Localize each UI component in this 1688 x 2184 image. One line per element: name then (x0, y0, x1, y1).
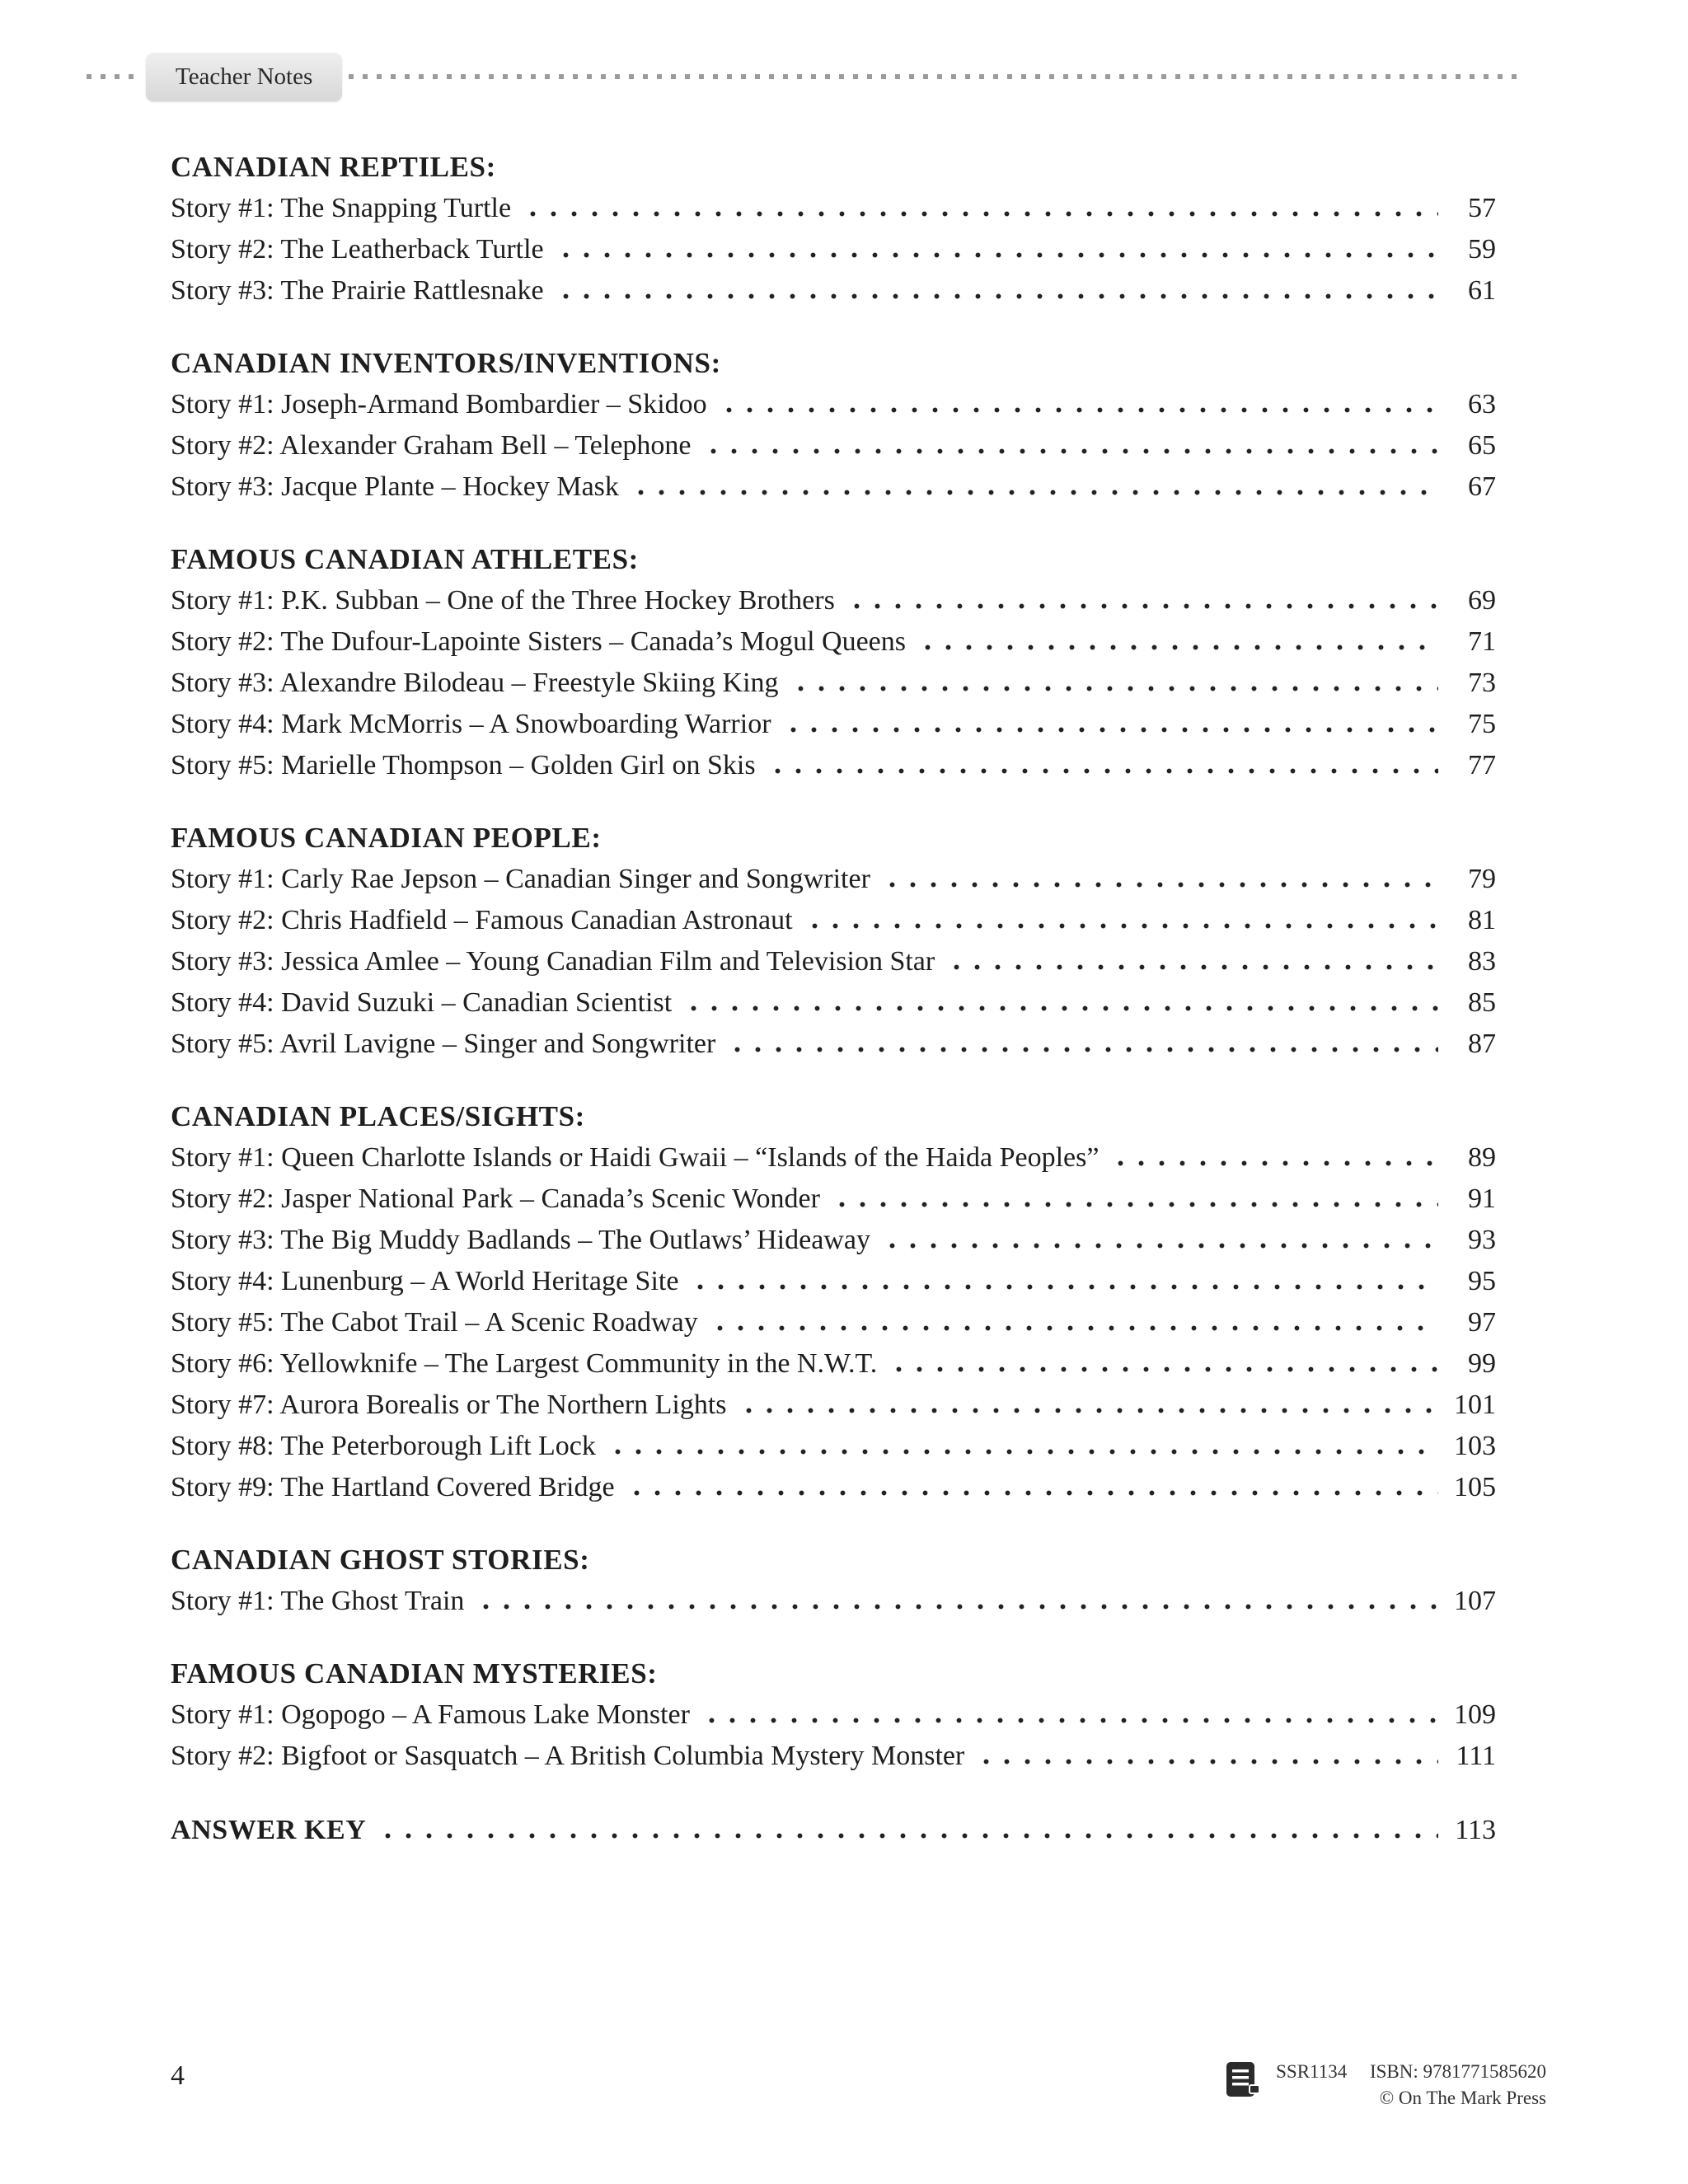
entry-page: 75 (1468, 709, 1496, 739)
dot-leader (917, 644, 1438, 650)
entry-label: Story #7: Aurora Borealis or The Northern Lights (171, 1390, 727, 1420)
entry-page: 95 (1468, 1266, 1496, 1296)
toc-sections (171, 147, 1496, 1777)
entry-page: 103 (1454, 1431, 1496, 1461)
entry-page: 65 (1468, 430, 1496, 461)
toc-section (171, 539, 1496, 786)
entry-label: Story #6: Yellowknife – The Largest Community in the N.W.T. (171, 1348, 878, 1379)
toc-entry (171, 1385, 1496, 1426)
toc-entry (171, 188, 1496, 229)
teacher-notes-tab (146, 53, 342, 101)
entry-page: 93 (1468, 1225, 1496, 1255)
entry-label: Story #2: Alexander Graham Bell – Telephone (171, 430, 692, 461)
entry-label: Story #4: David Suzuki – Canadian Scientist (171, 987, 673, 1018)
dot-leader (790, 686, 1438, 691)
footer-credits (1225, 2059, 1546, 2111)
entry-label: Story #1: Queen Charlotte Islands or Haidi Gwaii – “Islands of the Haida Peoples” (171, 1142, 1100, 1173)
entry-label: Story #8: The Peterborough Lift Lock (171, 1431, 596, 1461)
toc-entry (171, 1694, 1496, 1736)
dot-leader (556, 252, 1438, 258)
answer-key-label: ANSWER KEY (171, 1815, 367, 1845)
dot-leader (832, 1202, 1438, 1207)
toc-entry (171, 900, 1496, 941)
toc-entry (171, 580, 1496, 621)
entry-label: Story #5: Marielle Thompson – Golden Girl on Skis (171, 750, 756, 780)
toc-entry (171, 1302, 1496, 1343)
entry-page: 105 (1454, 1472, 1496, 1502)
toc-entry (171, 1343, 1496, 1385)
entry-page: 69 (1468, 585, 1496, 616)
entry-page: 109 (1454, 1699, 1496, 1730)
entry-page: 91 (1468, 1183, 1496, 1214)
section-title: FAMOUS CANADIAN ATHLETES: (171, 543, 639, 575)
entry-label: Story #2: Bigfoot or Sasquatch – A British Columbia Mystery Monster (171, 1741, 965, 1771)
dot-leader (882, 882, 1438, 888)
entry-label: Story #1: The Snapping Turtle (171, 193, 512, 223)
entry-label: Story #1: P.K. Subban – One of the Three Hockey Brothers (171, 585, 835, 616)
entry-label: Story #9: The Hartland Covered Bridge (171, 1472, 615, 1502)
dot-leader (783, 727, 1438, 733)
entry-label: Story #1: Joseph-Armand Bombardier – Skidoo (171, 389, 707, 419)
table-of-contents (171, 147, 1496, 1851)
toc-section (171, 1096, 1496, 1508)
isbn: ISBN: 9781771585620 (1369, 2061, 1546, 2082)
entry-label: Story #3: The Big Muddy Badlands – The Outlaws’ Hideaway (171, 1225, 870, 1255)
dot-leader (946, 964, 1438, 970)
toc-entry (171, 1467, 1496, 1508)
dot-leader (882, 1243, 1438, 1249)
section-title: CANADIAN PLACES/SIGHTS: (171, 1100, 585, 1132)
dot-leader (703, 448, 1438, 454)
toc-section (171, 343, 1496, 508)
entry-label: Story #3: The Prairie Rattlesnake (171, 275, 544, 306)
dot-leader (556, 293, 1438, 299)
entry-label: Story #5: Avril Lavigne – Singer and Songwriter (171, 1029, 716, 1059)
dot-leader (727, 1047, 1438, 1052)
dot-leader (804, 923, 1438, 929)
toc-section (171, 818, 1496, 1065)
answer-key-page: 113 (1455, 1815, 1496, 1845)
toc-entry (171, 384, 1496, 425)
tab-label: Teacher Notes (176, 63, 313, 90)
entry-label: Story #3: Alexandre Bilodeau – Freestyle Skiing King (171, 668, 779, 698)
publisher-info (1276, 2059, 1546, 2111)
copyright: © On The Mark Press (1379, 2088, 1546, 2108)
dot-leader (701, 1718, 1438, 1723)
toc-entry (171, 982, 1496, 1024)
entry-label: Story #4: Mark McMorris – A Snowboarding Warrior (171, 709, 771, 739)
dot-leader (738, 1408, 1438, 1413)
entry-page: 97 (1468, 1307, 1496, 1338)
entry-label: Story #1: Ogopogo – A Famous Lake Monster (171, 1699, 690, 1730)
toc-entry (171, 745, 1496, 786)
entry-page: 89 (1468, 1142, 1496, 1173)
dot-leader (710, 1325, 1438, 1331)
toc-entry (171, 859, 1496, 900)
toc-entry (171, 1024, 1496, 1065)
toc-entry (171, 1581, 1496, 1622)
toc-entry (171, 704, 1496, 745)
toc-entry (171, 1736, 1496, 1777)
dot-leader (683, 1005, 1438, 1011)
entry-label: Story #2: Jasper National Park – Canada’s Scenic Wonder (171, 1183, 820, 1214)
toc-entry (171, 270, 1496, 312)
entry-label: Story #4: Lunenburg – A World Heritage Site (171, 1266, 679, 1296)
toc-entry (171, 1137, 1496, 1179)
section-title: CANADIAN REPTILES: (171, 151, 496, 183)
dotted-rule-right (349, 74, 1519, 79)
entry-page: 71 (1468, 626, 1496, 657)
toc-section (171, 147, 1496, 312)
section-title: CANADIAN GHOST STORIES: (171, 1544, 590, 1576)
section-title: FAMOUS CANADIAN PEOPLE: (171, 822, 602, 854)
dot-leader (976, 1759, 1438, 1765)
entry-label: Story #1: The Ghost Train (171, 1586, 465, 1616)
entry-label: Story #1: Carly Rae Jepson – Canadian Singer and Songwriter (171, 864, 870, 894)
dot-leader (767, 768, 1438, 774)
dot-leader (1110, 1160, 1438, 1166)
answer-key-row (171, 1810, 1496, 1851)
dotted-rule-left (87, 74, 139, 79)
toc-entry (171, 466, 1496, 508)
toc-section (171, 1653, 1496, 1777)
entry-page: 57 (1468, 193, 1496, 223)
book-icon (1225, 2060, 1259, 2102)
toc-entry (171, 1220, 1496, 1261)
entry-page: 67 (1468, 471, 1496, 502)
entry-label: Story #3: Jacque Plante – Hockey Mask (171, 471, 619, 502)
entry-page: 87 (1468, 1029, 1496, 1059)
entry-page: 111 (1456, 1741, 1496, 1771)
toc-entry (171, 425, 1496, 466)
entry-label: Story #3: Jessica Amlee – Young Canadian Film and Television Star (171, 946, 935, 977)
entry-page: 63 (1468, 389, 1496, 419)
dot-leader (690, 1284, 1438, 1290)
entry-page: 81 (1468, 905, 1496, 935)
entry-page: 85 (1468, 987, 1496, 1018)
entry-page: 73 (1468, 668, 1496, 698)
entry-page: 107 (1454, 1586, 1496, 1616)
toc-entry (171, 1261, 1496, 1302)
product-code: SSR1134 (1276, 2061, 1348, 2082)
dot-leader (631, 490, 1438, 495)
section-title: FAMOUS CANADIAN MYSTERIES: (171, 1657, 658, 1690)
dot-leader (626, 1490, 1438, 1496)
dot-leader (846, 603, 1438, 609)
section-title: CANADIAN INVENTORS/INVENTIONS: (171, 347, 721, 379)
entry-page: 101 (1454, 1390, 1496, 1420)
toc-entry (171, 941, 1496, 982)
toc-entry (171, 1426, 1496, 1467)
toc-entry (171, 1179, 1496, 1220)
entry-page: 83 (1468, 946, 1496, 977)
dot-leader (607, 1449, 1438, 1455)
entry-label: Story #2: Chris Hadfield – Famous Canadian Astronaut (171, 905, 793, 935)
toc-entry (171, 621, 1496, 663)
dot-leader (523, 211, 1438, 217)
entry-label: Story #2: The Leatherback Turtle (171, 234, 544, 265)
entry-page: 59 (1468, 234, 1496, 265)
dot-leader (377, 1833, 1438, 1839)
page-header (87, 49, 1519, 104)
entry-page: 99 (1468, 1348, 1496, 1379)
entry-page: 79 (1468, 864, 1496, 894)
dot-leader (889, 1366, 1438, 1372)
product-isbn-line (1276, 2059, 1546, 2085)
entry-label: Story #2: The Dufour-Lapointe Sisters – Canada’s Mogul Queens (171, 626, 907, 657)
entry-label: Story #5: The Cabot Trail – A Scenic Roadway (171, 1307, 698, 1338)
toc-entry (171, 229, 1496, 270)
dot-leader (476, 1604, 1438, 1610)
page-number: 4 (171, 2060, 185, 2091)
entry-page: 77 (1468, 750, 1496, 780)
dot-leader (719, 407, 1438, 413)
toc-entry (171, 663, 1496, 704)
entry-page: 61 (1468, 275, 1496, 306)
toc-section (171, 1540, 1496, 1622)
